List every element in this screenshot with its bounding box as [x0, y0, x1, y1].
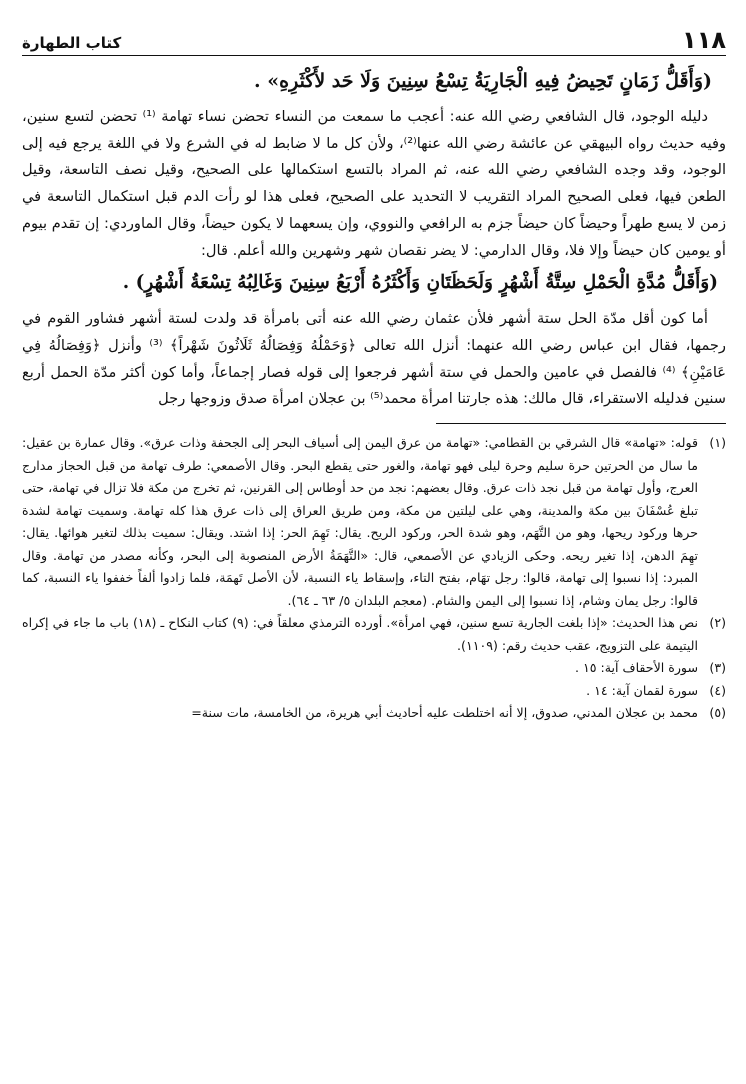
footnote-text: سورة الأحقاف آية: ١٥ . — [574, 660, 698, 676]
matn-minimum-menstruation-age: (وَأَقَلُّ زَمَانٍ تَحِيضُ فِيهِ الْجَارِيَةُ تِسْعُ سِنِينَ وَلَا حَد لأَكْثَرِهِ» . — [254, 70, 712, 92]
footnote-number: (٣) — [709, 660, 726, 676]
footnote-text: نص هذا الحديث: «إذا بلغت الجارية تسع سنين، فهي امرأة». أورده الترمذي معلقاً في: (٩) كتاب النكاح ـ (١٨) باب ما جاء في إكراه اليتيمة على التزويج، عقب حديث رقم: (١١٠٩). — [22, 615, 698, 653]
footnote-separator — [436, 423, 726, 424]
book-title: كتاب الطهارة — [22, 34, 122, 52]
book-page — [22, 26, 726, 1066]
page-header — [22, 26, 726, 56]
footnote-number: (٢) — [709, 615, 726, 631]
commentary-paragraph-1 — [22, 104, 726, 264]
footnote-number: (٤) — [709, 682, 726, 698]
footnote-4 — [22, 680, 726, 703]
page-number: ١١٨ — [682, 26, 726, 54]
footnote-5 — [22, 702, 726, 725]
footnote-text: قوله: «تهامة» قال الشرقي بن القطامي: «تهامة من عرق اليمن إلى أسياف البحر إلى الجحفة وذات عرق». وقال عمارة بن عقيل: ما سال من الحرتين حرة سليم وحرة ليلى فهو تهامة، والغور حتى يقطع البحر. وقال الأصمعي: طرف تهامة من قبل الحجاز مدارج العرج، وأول تهامة من قبل نجد ذات عرق. وقال بعضهم: نجد من حد أوطاس إلى القرنين، ثم تخرج من مكة فلا تزال في تهامة، حتى تبلغ عُسْفَانَ بين مكة والمدينة، وهي على ليلتين من مكة، ومن طريق العراق إلى ذات عرق هذا كله تهامة. وسميت تهامة لشدة حرها وركود ريحها، وهو من التَّهَم، وهو شدة الحر، وركود الريح. يقال: تَهِمَ الحر: إذا اشتد. ويقال: سميت بذلك لتغير هوائها. يقال: تهِمَ الدهن، إذا تغير ريحه. وحكى الزيادي عن الأصمعي، قال: «التَّهَمَةُ الأرض المنصوبة إلى البحر، وكأنه مصدر من تهامة. وقال المبرد: إذا نسبوا إلى تهامة، قالوا: رجل تهَام، بفتح التاء، وإسقاط ياء النسبة، لأن الأصل تَهمَة، فلما زادوا ألفاً خففوا ياء النسبة، كما قالوا: رجل يمان وشام، إذا نسبوا إلى اليمن والشام. (معجم البلدان ٥/ ٦٣ ـ ٦٤). — [22, 435, 698, 608]
footnotes — [22, 432, 726, 725]
paragraph-text: أما كون أقل مدّة الحل ستة أشهر فلأن عثمان رضي الله عنه أتى بامرأة قد ولدت لستة أشهر فشاور القوم في رجمها، فقال ابن عباس رضي الله عنهما: أنزل الله تعالى ﴿وَحَمْلُهُ وَفِصَالُهُ ثَلَاثُونَ شَهْراً﴾ ⁽³⁾ وأنزل ﴿وَفِصَالُهُ فِي عَامَيْنِ﴾ ⁽⁴⁾ فالفصل في عامين والحمل في ستة أشهر فرجعوا إلى قوله فصار إجماعاً، وأما كون أكثر مدّة الحمل أربع سنين فدليله الاستقراء، قال مالك: هذه جارتنا امرأة محمد⁽⁵⁾ بن عجلان امرأة صدق وزوجها رجل — [22, 310, 726, 408]
footnote-number: (١) — [709, 435, 726, 451]
matn-pregnancy-duration: (وَأَقَلُّ مُدَّةِ الْحَمْلِ سِتَّةُ أَشْهُرٍ وَلَحَظَتَانِ وَأَكْثَرُهُ أَرْبَعُ سِنِينَ وَغَالِبُهُ تِسْعَةُ أَشْهُرٍ) . — [122, 272, 718, 294]
footnote-3 — [22, 657, 726, 680]
commentary-paragraph-2 — [22, 306, 726, 413]
footnote-1 — [22, 432, 726, 612]
footnote-text: محمد بن عجلان المدني، صدوق، إلا أنه اختلطت عليه أحاديث أبي هريرة، من الخامسة، مات سنة= — [191, 705, 698, 721]
footnote-text: سورة لقمان آية: ١٤ . — [586, 682, 698, 698]
footnote-2 — [22, 612, 726, 657]
footnote-number: (٥) — [709, 705, 726, 721]
paragraph-text: دليله الوجود، قال الشافعي رضي الله عنه: أعجب ما سمعت من النساء تحضن نساء تهامة ⁽¹⁾ تحضن لتسع سنين، وفيه حديث رواه البيهقي عن عائشة رضي الله عنها⁽²⁾، ولأن كل ما لا ضابط له في الشرع ولا في اللغة يرجع فيه إلى الوجود، وقد وجده الشافعي رضي الله عنه، ثم المراد بالتسع استكمالها على الصحيح، وقيل نصف التاسعة، وقيل الطعن فيها، فعلى الصحيح المراد التقريب لا التحديد على الصحيح، فعلى هذا لو رأت الدم قبل استكمال التاسعة في زمن لا يسع طهراً وحيضاً كان حيضاً جزم به الرافعي والنووي، وإن يسعهما لا يكون حيضاً، وقال الماوردي: إن تقدم بيوم أو يومين كان حيضاً وإلا فلا، وقال الدارمي: لا يضر نقصان شهر وشهرين والله أعلم. قال: — [22, 108, 726, 259]
